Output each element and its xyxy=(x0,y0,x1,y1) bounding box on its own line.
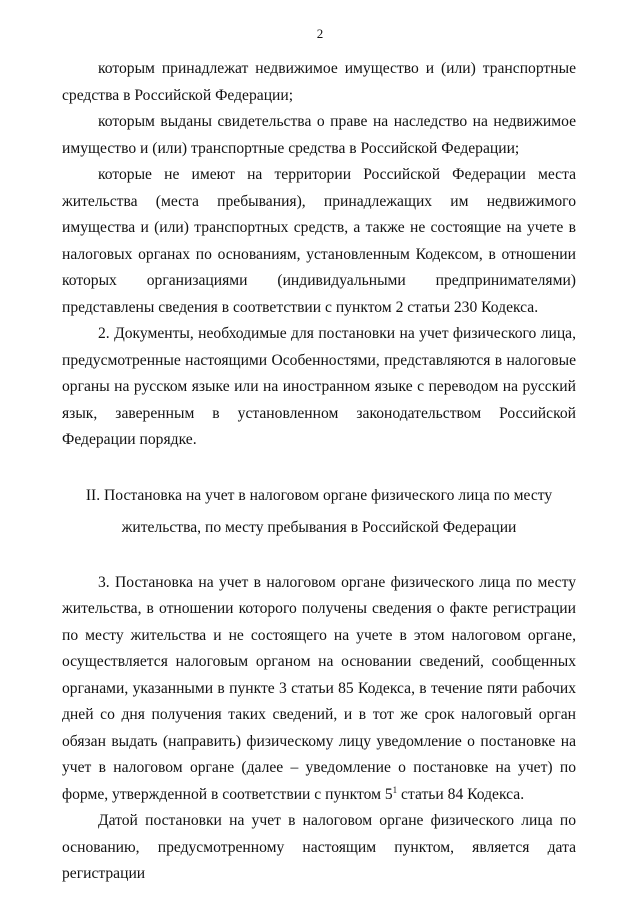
paragraph-owners-property: которым принадлежат недвижимое имущество и (или) транспортные средства в Российской Федерации; xyxy=(62,60,576,104)
paragraph-registration xyxy=(62,570,576,809)
section-title-line1: II. Постановка на учет в налоговом органе физического лица по месту xyxy=(85,486,553,504)
page-number: 2 xyxy=(316,26,324,41)
paragraph-documents: 2. Документы, необходимые для постановки на учет физического лица, предусмотренные настоящими Особенностями, представляются в налоговые органы на русском языке или на иностранном языке с переводом на русский язык, заверенным в установленном законодательством Российской Федерации порядке. xyxy=(62,325,576,448)
paragraph-inheritance: которым выданы свидетельства о праве на наследство на недвижимое имущество и (или) транспортные средства в Российской Федерации; xyxy=(62,113,576,157)
section-title xyxy=(62,480,576,544)
paragraph-registration-main: 3. Постановка на учет в налоговом органе физического лица по месту жительства, в отношении которого получены сведения о факте регистрации по месту жительства и не состоящего на учете в этом налоговом органе, осуществляется налоговым органом на основании сведений, сообщенных органами, указанными в пункте 3 статьи 85 Кодекса, в течение пяти рабочих дней со дня получения таких сведений, и в тот же срок налоговый орган обязан выдать (направить) физическому лицу уведомление о постановке на учет в налоговом органе (далее – уведомление о постановке на учет) по форме, утвержденной в соответствии с пунктом 5 xyxy=(62,573,576,803)
section-title-line2: жительства, по месту пребывания в Российской Федерации xyxy=(121,518,517,536)
superscript-index: 1 xyxy=(392,784,398,795)
document-body xyxy=(62,56,576,888)
paragraph-registration-tail: статьи 84 Кодекса. xyxy=(397,785,525,803)
paragraph-non-residents: которые не имеют на территории Российской Федерации места жительства (места пребывания), принадлежащих им недвижимого имущества и (или) транспортных средств, а также не состоящие на учете в налоговых органах по основаниям, установленным Кодексом, в отношении которых организациями (индивидуальными предпринимателями) представлены сведения в соответствии с пунктом 2 статьи 230 Кодекса. xyxy=(62,166,576,316)
paragraph-registration-date: Датой постановки на учет в налоговом органе физического лица по основанию, предусмотренному настоящим пунктом, является дата регистрации xyxy=(62,812,576,882)
